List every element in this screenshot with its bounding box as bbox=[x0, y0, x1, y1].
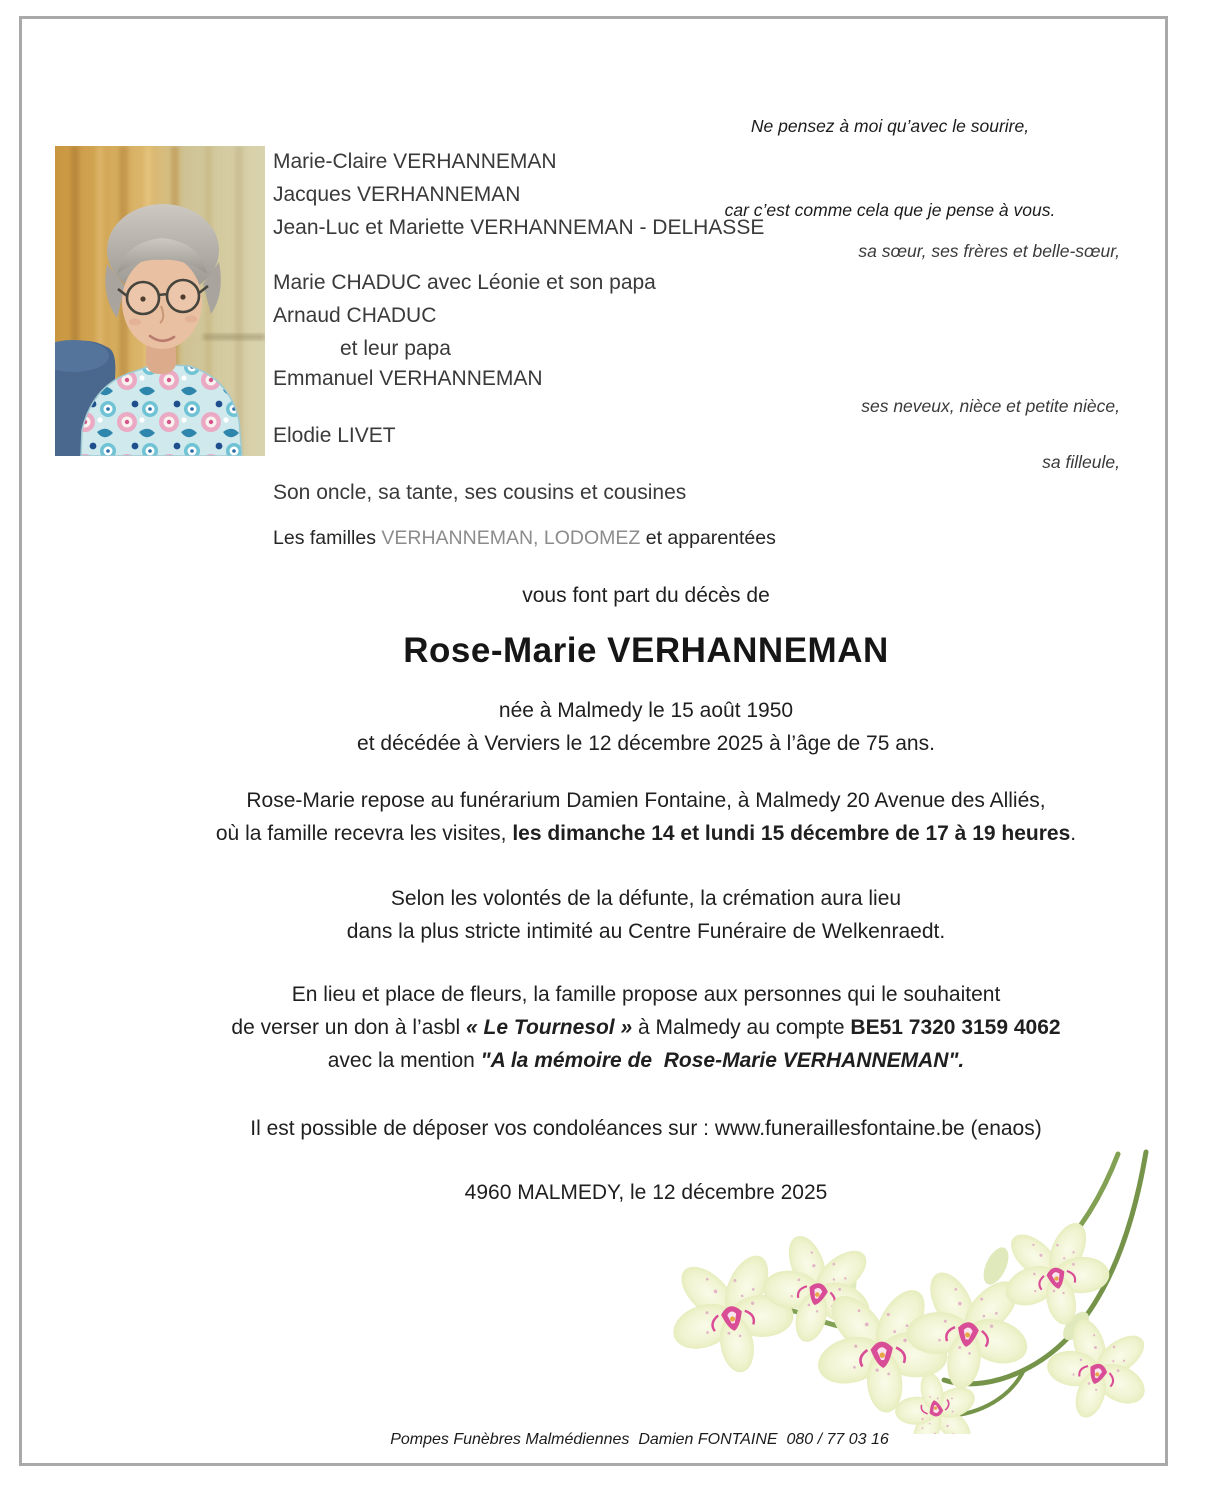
condolences-line bbox=[124, 1117, 1168, 1141]
donation-text: de verser un don à l’asbl bbox=[231, 1016, 467, 1039]
portrait-photo bbox=[55, 146, 265, 456]
relation-goddaughter: sa filleule, bbox=[1042, 452, 1120, 472]
family-name-line: Marie-Claire VERHANNEMAN bbox=[273, 150, 557, 173]
cremation-line-1: Selon les volontés de la défunte, la crémation aura lieu bbox=[390, 887, 902, 910]
donation-asbl-name: « Le Tournesol » bbox=[466, 1016, 633, 1039]
cremation-line-2: dans la plus stricte intimité au Centre Funéraire de Welkenraedt. bbox=[346, 920, 946, 943]
condolences-url: www.funeraillesfontaine.be bbox=[714, 1117, 965, 1140]
family-name-line: Marie CHADUC avec Léonie et son papa bbox=[273, 271, 656, 294]
family-name-line: Arnaud CHADUC bbox=[273, 304, 437, 327]
donation-line-2 bbox=[124, 1016, 1168, 1040]
visitation-line-1: Rose-Marie repose au funérarium Damien Fontaine, à Malmedy 20 Avenue des Alliés, bbox=[246, 789, 1046, 812]
visitation-text: où la famille recevra les visites, bbox=[215, 822, 513, 845]
relation-nephews: ses neveux, nièce et petite nièce, bbox=[861, 396, 1120, 416]
announcement-intro: vous font part du décès de bbox=[522, 584, 770, 607]
families-prefix: Les familles bbox=[273, 527, 382, 549]
family-name-line: Emmanuel VERHANNEMAN bbox=[273, 367, 543, 390]
donation-line-1: En lieu et place de fleurs, la famille propose aux personnes qui le souhaitent bbox=[291, 983, 1001, 1006]
donation-mention: "A la mémoire de Rose-Marie VERHANNEMAN". bbox=[480, 1049, 965, 1072]
condolences-suffix: (enaos) bbox=[964, 1117, 1042, 1140]
families-line bbox=[273, 527, 776, 550]
deceased-name-title: Rose-Marie VERHANNEMAN bbox=[403, 631, 889, 670]
donation-line-3 bbox=[124, 1049, 1168, 1073]
family-name-line: Jacques VERHANNEMAN bbox=[273, 183, 521, 206]
donation-text: à Malmedy au compte bbox=[632, 1016, 851, 1039]
relation-sister: sa sœur, ses frères et belle-sœur, bbox=[858, 241, 1120, 261]
donation-account-number: BE51 7320 3159 4062 bbox=[850, 1016, 1061, 1039]
condolences-text: Il est possible de déposer vos condoléances sur : bbox=[250, 1117, 715, 1140]
uncle-cousins-line: Son oncle, sa tante, ses cousins et cousines bbox=[273, 481, 687, 504]
footer-funeral-home: Pompes Funèbres Malmédiennes Damien FONTAINE 080 / 77 03 16 bbox=[390, 1431, 889, 1448]
family-name-line: et leur papa bbox=[340, 337, 451, 360]
family-name-line: Elodie LIVET bbox=[273, 424, 396, 447]
families-names-gray: VERHANNEMAN, LODOMEZ bbox=[381, 527, 641, 549]
quote-line-1: Ne pensez à moi qu’avec le sourire, bbox=[750, 116, 1030, 136]
quote-line-2: car c’est comme cela que je pense à vous. bbox=[724, 200, 1056, 220]
dateline: 4960 MALMEDY, le 12 décembre 2025 bbox=[464, 1181, 828, 1204]
visitation-period: . bbox=[1070, 822, 1077, 845]
death-line: et décédée à Verviers le 12 décembre 2025 à l’âge de 75 ans. bbox=[357, 732, 935, 755]
donation-text: avec la mention bbox=[327, 1049, 481, 1072]
family-name-line: Jean-Luc et Mariette VERHANNEMAN - DELHASSE bbox=[273, 216, 765, 239]
orchid-flowers-illustration bbox=[666, 1146, 1170, 1434]
visitation-line-2 bbox=[124, 822, 1168, 846]
families-suffix: et apparentées bbox=[640, 527, 776, 549]
portrait-photo-illustration bbox=[55, 146, 265, 456]
birth-line: née à Malmedy le 15 août 1950 bbox=[498, 699, 794, 722]
visitation-hours-bold: les dimanche 14 et lundi 15 décembre de 17 à 19 heures bbox=[512, 822, 1071, 845]
